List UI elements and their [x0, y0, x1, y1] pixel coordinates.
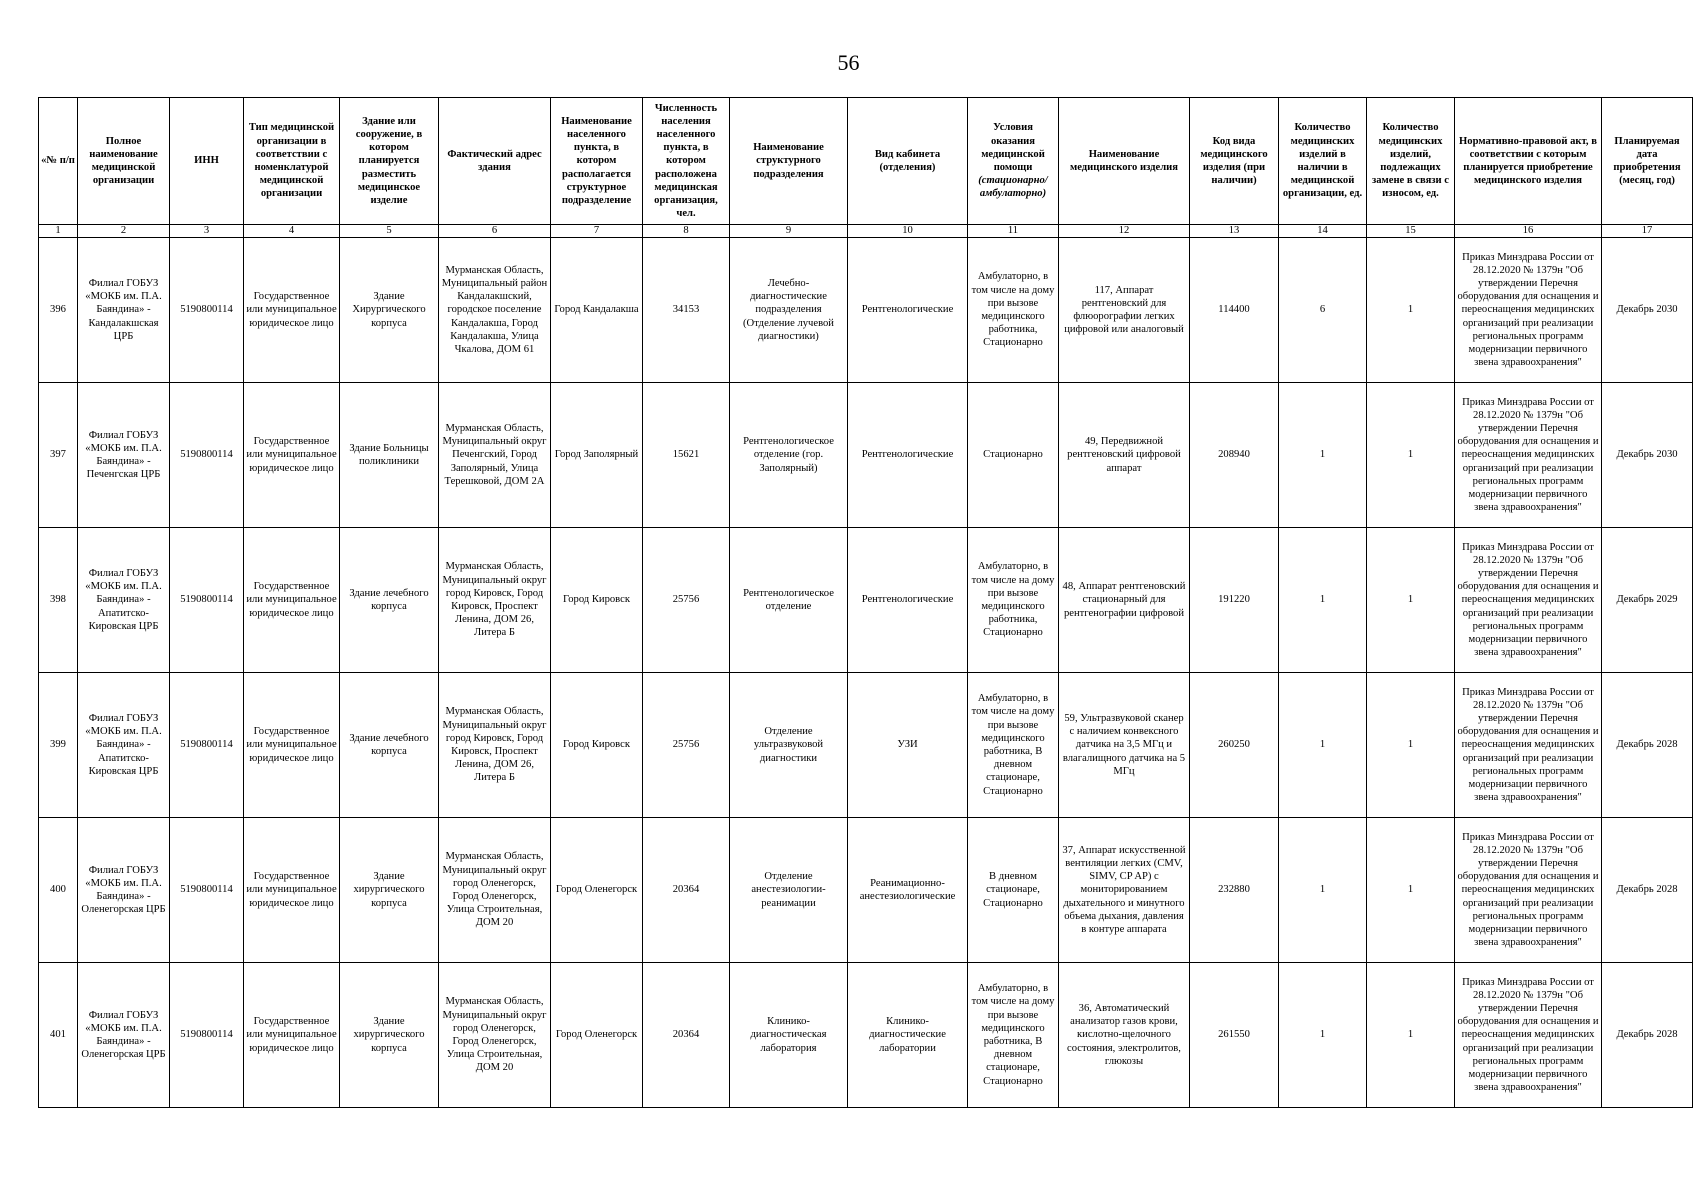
- org-type-cell: Государственное или муниципальное юридическое лицо: [244, 383, 340, 528]
- table-body: [39, 238, 1693, 1108]
- column-header: [643, 98, 730, 225]
- column-header: [340, 98, 439, 225]
- inn-cell: 5190800114: [170, 818, 244, 963]
- purchase-date-cell: Декабрь 2028: [1602, 673, 1693, 818]
- unit-cell: Рентгенологическое отделение: [730, 528, 848, 673]
- inn-cell: 5190800114: [170, 673, 244, 818]
- quantity-replace-cell: 1: [1367, 963, 1455, 1108]
- locality-cell: Город Кировск: [551, 673, 643, 818]
- purchase-date-cell: Декабрь 2028: [1602, 963, 1693, 1108]
- quantity-available-cell: 1: [1279, 528, 1367, 673]
- organization-cell: Филиал ГОБУЗ «МОКБ им. П.А. Баяндина» - Оленегорская ЦРБ: [78, 818, 170, 963]
- column-header: [1190, 98, 1279, 225]
- column-number: 3: [170, 225, 244, 238]
- column-header: [78, 98, 170, 225]
- address-cell: Мурманская Область, Муниципальный округ город Оленегорск, Город Оленегорск, Улица Строительная, ДОМ 20: [439, 818, 551, 963]
- column-number: 9: [730, 225, 848, 238]
- purchase-date-cell: Декабрь 2030: [1602, 238, 1693, 383]
- locality-cell: Город Кировск: [551, 528, 643, 673]
- population-cell: 25756: [643, 673, 730, 818]
- device-code-cell: 114400: [1190, 238, 1279, 383]
- column-number: 14: [1279, 225, 1367, 238]
- cabinet-cell: Реанимационно-анестезиологические: [848, 818, 968, 963]
- quantity-available-cell: 1: [1279, 673, 1367, 818]
- address-cell: Мурманская Область, Муниципальный округ город Кировск, Город Кировск, Проспект Ленина, ДОМ 26, Литера Б: [439, 528, 551, 673]
- org-type-cell: Государственное или муниципальное юридическое лицо: [244, 963, 340, 1108]
- conditions-cell: Амбулаторно, в том числе на дому при вызове медицинского работника, В дневном стационаре, Стационарно: [968, 963, 1059, 1108]
- population-cell: 34153: [643, 238, 730, 383]
- building-cell: Здание лечебного корпуса: [340, 673, 439, 818]
- locality-cell: Город Оленегорск: [551, 818, 643, 963]
- quantity-available-cell: 1: [1279, 963, 1367, 1108]
- device-code-cell: 208940: [1190, 383, 1279, 528]
- device-cell: 48, Аппарат рентгеновский стационарный для рентгенографии цифровой: [1059, 528, 1190, 673]
- unit-cell: Лечебно-диагностические подразделения (Отделение лучевой диагностики): [730, 238, 848, 383]
- column-header: [1059, 98, 1190, 225]
- address-cell: Мурманская Область, Муниципальный округ город Оленегорск, Город Оленегорск, Улица Строительная, ДОМ 20: [439, 963, 551, 1108]
- cabinet-cell: Рентгенологические: [848, 528, 968, 673]
- column-header: [244, 98, 340, 225]
- building-cell: Здание лечебного корпуса: [340, 528, 439, 673]
- column-header: [39, 98, 78, 225]
- device-code-cell: 191220: [1190, 528, 1279, 673]
- device-cell: 117, Аппарат рентгеновский для флюорографии легких цифровой или аналоговый: [1059, 238, 1190, 383]
- row-number-cell: 398: [39, 528, 78, 673]
- column-header-note: (стационарно/ амбулаторно): [978, 175, 1048, 200]
- org-type-cell: Государственное или муниципальное юридическое лицо: [244, 528, 340, 673]
- organization-cell: Филиал ГОБУЗ «МОКБ им. П.А. Баяндина» - Кандалакшская ЦРБ: [78, 238, 170, 383]
- quantity-available-cell: 6: [1279, 238, 1367, 383]
- quantity-replace-cell: 1: [1367, 383, 1455, 528]
- org-type-cell: Государственное или муниципальное юридическое лицо: [244, 238, 340, 383]
- cabinet-cell: УЗИ: [848, 673, 968, 818]
- column-header-label: Наименование населенного пункта, в котором располагается структурное подразделение: [561, 115, 632, 206]
- unit-cell: Отделение анестезиологии-реанимации: [730, 818, 848, 963]
- column-header-label: Условия оказания медицинской помощи: [981, 122, 1045, 173]
- device-cell: 36, Автоматический анализатор газов крови, кислотно-щелочного состояния, электролитов, глюкозы: [1059, 963, 1190, 1108]
- row-number-cell: 397: [39, 383, 78, 528]
- organization-cell: Филиал ГОБУЗ «МОКБ им. П.А. Баяндина» - Апатитско-Кировская ЦРБ: [78, 673, 170, 818]
- population-cell: 15621: [643, 383, 730, 528]
- table-header: [39, 98, 1693, 238]
- row-number-cell: 401: [39, 963, 78, 1108]
- column-header-label: Полное наименование медицинской организации: [89, 135, 158, 187]
- table-row: [39, 818, 1693, 963]
- row-number-cell: 400: [39, 818, 78, 963]
- quantity-replace-cell: 1: [1367, 238, 1455, 383]
- column-number: 4: [244, 225, 340, 238]
- column-header-label: Вид кабинета (отделения): [874, 148, 941, 173]
- table-row: [39, 238, 1693, 383]
- building-cell: Здание Хирургического корпуса: [340, 238, 439, 383]
- device-cell: 37, Аппарат искусственной вентиляции легких (CMV, SIMV, CP AP) с мониторированием дыхательного и минутного объема дыхания, давления в контуре аппарата: [1059, 818, 1190, 963]
- column-header-label: Наименование медицинского изделия: [1069, 148, 1179, 173]
- inn-cell: 5190800114: [170, 383, 244, 528]
- table-row: [39, 963, 1693, 1108]
- column-header-label: Численность населения населенного пункта, в котором расположена медицинская организация, чел.: [654, 102, 718, 220]
- locality-cell: Город Оленегорск: [551, 963, 643, 1108]
- column-header-label: Код вида медицинского изделия (при наличии): [1200, 135, 1268, 187]
- legal-act-cell: Приказ Минздрава России от 28.12.2020 № 1379н "Об утверждении Перечня оборудования для оснащения и переоснащения медицинских организаций при реализации региональных программ модернизации первичного звена здравоохранения": [1455, 238, 1602, 383]
- org-type-cell: Государственное или муниципальное юридическое лицо: [244, 673, 340, 818]
- legal-act-cell: Приказ Минздрава России от 28.12.2020 № 1379н "Об утверждении Перечня оборудования для оснащения и переоснащения медицинских организаций при реализации региональных программ модернизации первичного звена здравоохранения": [1455, 673, 1602, 818]
- column-header: [439, 98, 551, 225]
- column-number: 6: [439, 225, 551, 238]
- building-cell: Здание хирургического корпуса: [340, 963, 439, 1108]
- legal-act-cell: Приказ Минздрава России от 28.12.2020 № 1379н "Об утверждении Перечня оборудования для оснащения и переоснащения медицинских организаций при реализации региональных программ модернизации первичного звена здравоохранения": [1455, 528, 1602, 673]
- column-number: 8: [643, 225, 730, 238]
- column-header: [730, 98, 848, 225]
- column-header: [848, 98, 968, 225]
- column-header: [1367, 98, 1455, 225]
- organization-cell: Филиал ГОБУЗ «МОКБ им. П.А. Баяндина» - Оленегорская ЦРБ: [78, 963, 170, 1108]
- inn-cell: 5190800114: [170, 528, 244, 673]
- purchase-date-cell: Декабрь 2028: [1602, 818, 1693, 963]
- column-header: [551, 98, 643, 225]
- column-header-label: Количество медицинских изделий, подлежащих замене в связи с износом, ед.: [1371, 122, 1450, 200]
- column-number: 7: [551, 225, 643, 238]
- quantity-available-cell: 1: [1279, 383, 1367, 528]
- quantity-available-cell: 1: [1279, 818, 1367, 963]
- purchase-date-cell: Декабрь 2029: [1602, 528, 1693, 673]
- column-header-label: ИНН: [194, 155, 219, 167]
- locality-cell: Город Кандалакша: [551, 238, 643, 383]
- locality-cell: Город Заполярный: [551, 383, 643, 528]
- column-number: 15: [1367, 225, 1455, 238]
- device-cell: 59, Ультразвуковой сканер с наличием конвексного датчика на 3,5 МГц и влагалищного датчика на 5 МГц: [1059, 673, 1190, 818]
- row-number-cell: 396: [39, 238, 78, 383]
- column-header-label: Планируемая дата приобретения (месяц, год): [1613, 135, 1681, 187]
- column-header-label: Тип медицинской организации в соответствии с номенклатурой медицинской организации: [248, 122, 335, 200]
- column-number: 11: [968, 225, 1059, 238]
- cabinet-cell: Клинико-диагностические лаборатории: [848, 963, 968, 1108]
- inn-cell: 5190800114: [170, 963, 244, 1108]
- address-cell: Мурманская Область, Муниципальный район Кандалакшский, городское поселение Кандалакша, Город Кандалакша, Улица Чкалова, ДОМ 61: [439, 238, 551, 383]
- organization-cell: Филиал ГОБУЗ «МОКБ им. П.А. Баяндина» - Апатитско-Кировская ЦРБ: [78, 528, 170, 673]
- column-header-label: Количество медицинских изделий в наличии в медицинской организации, ед.: [1282, 122, 1363, 200]
- quantity-replace-cell: 1: [1367, 528, 1455, 673]
- population-cell: 25756: [643, 528, 730, 673]
- legal-act-cell: Приказ Минздрава России от 28.12.2020 № 1379н "Об утверждении Перечня оборудования для оснащения и переоснащения медицинских организаций при реализации региональных программ модернизации первичного звена здравоохранения": [1455, 383, 1602, 528]
- page-number: 56: [837, 50, 860, 75]
- column-header: [170, 98, 244, 225]
- column-number: 13: [1190, 225, 1279, 238]
- device-code-cell: 261550: [1190, 963, 1279, 1108]
- column-header: [1279, 98, 1367, 225]
- unit-cell: Отделение ультразвуковой диагностики: [730, 673, 848, 818]
- column-number: 10: [848, 225, 968, 238]
- device-code-cell: 232880: [1190, 818, 1279, 963]
- column-header-label: Наименование структурного подразделения: [753, 142, 824, 180]
- column-number: 1: [39, 225, 78, 238]
- column-number: 17: [1602, 225, 1693, 238]
- conditions-cell: Амбулаторно, в том числе на дому при вызове медицинского работника, Стационарно: [968, 238, 1059, 383]
- cabinet-cell: Рентгенологические: [848, 238, 968, 383]
- column-header-label: Нормативно-правовой акт, в соответствии с которым планируется приобретение медицинского изделия: [1459, 135, 1597, 187]
- table-row: [39, 383, 1693, 528]
- unit-cell: Рентгенологическое отделение (гор. Заполярный): [730, 383, 848, 528]
- quantity-replace-cell: 1: [1367, 818, 1455, 963]
- population-cell: 20364: [643, 818, 730, 963]
- column-header-label: «№ п/п: [41, 155, 75, 167]
- column-header: [968, 98, 1059, 225]
- inn-cell: 5190800114: [170, 238, 244, 383]
- population-cell: 20364: [643, 963, 730, 1108]
- table-row: [39, 528, 1693, 673]
- org-type-cell: Государственное или муниципальное юридическое лицо: [244, 818, 340, 963]
- device-code-cell: 260250: [1190, 673, 1279, 818]
- purchase-date-cell: Декабрь 2030: [1602, 383, 1693, 528]
- legal-act-cell: Приказ Минздрава России от 28.12.2020 № 1379н "Об утверждении Перечня оборудования для оснащения и переоснащения медицинских организаций при реализации региональных программ модернизации первичного звена здравоохранения": [1455, 818, 1602, 963]
- table-row: [39, 673, 1693, 818]
- quantity-replace-cell: 1: [1367, 673, 1455, 818]
- column-header: [1602, 98, 1693, 225]
- conditions-cell: Амбулаторно, в том числе на дому при вызове медицинского работника, В дневном стационаре, Стационарно: [968, 673, 1059, 818]
- column-header-label: Фактический адрес здания: [447, 148, 542, 173]
- organization-cell: Филиал ГОБУЗ «МОКБ им. П.А. Баяндина» - Печенгская ЦРБ: [78, 383, 170, 528]
- conditions-cell: В дневном стационаре, Стационарно: [968, 818, 1059, 963]
- column-header: [1455, 98, 1602, 225]
- address-cell: Мурманская Область, Муниципальный округ город Кировск, Город Кировск, Проспект Ленина, ДОМ 26, Литера Б: [439, 673, 551, 818]
- column-number: 2: [78, 225, 170, 238]
- column-number: 16: [1455, 225, 1602, 238]
- address-cell: Мурманская Область, Муниципальный округ Печенгский, Город Заполярный, Улица Терешковой, ДОМ 2А: [439, 383, 551, 528]
- legal-act-cell: Приказ Минздрава России от 28.12.2020 № 1379н "Об утверждении Перечня оборудования для оснащения и переоснащения медицинских организаций при реализации региональных программ модернизации первичного звена здравоохранения": [1455, 963, 1602, 1108]
- column-header-label: Здание или сооружение, в котором планируется разместить медицинское изделие: [355, 115, 423, 206]
- equipment-table: [38, 97, 1693, 1108]
- cabinet-cell: Рентгенологические: [848, 383, 968, 528]
- conditions-cell: Амбулаторно, в том числе на дому при вызове медицинского работника, Стационарно: [968, 528, 1059, 673]
- row-number-cell: 399: [39, 673, 78, 818]
- building-cell: Здание Больницы поликлиники: [340, 383, 439, 528]
- column-number: 5: [340, 225, 439, 238]
- conditions-cell: Стационарно: [968, 383, 1059, 528]
- unit-cell: Клинико-диагностическая лаборатория: [730, 963, 848, 1108]
- device-cell: 49, Передвижной рентгеновский цифровой аппарат: [1059, 383, 1190, 528]
- column-number: 12: [1059, 225, 1190, 238]
- building-cell: Здание хирургического корпуса: [340, 818, 439, 963]
